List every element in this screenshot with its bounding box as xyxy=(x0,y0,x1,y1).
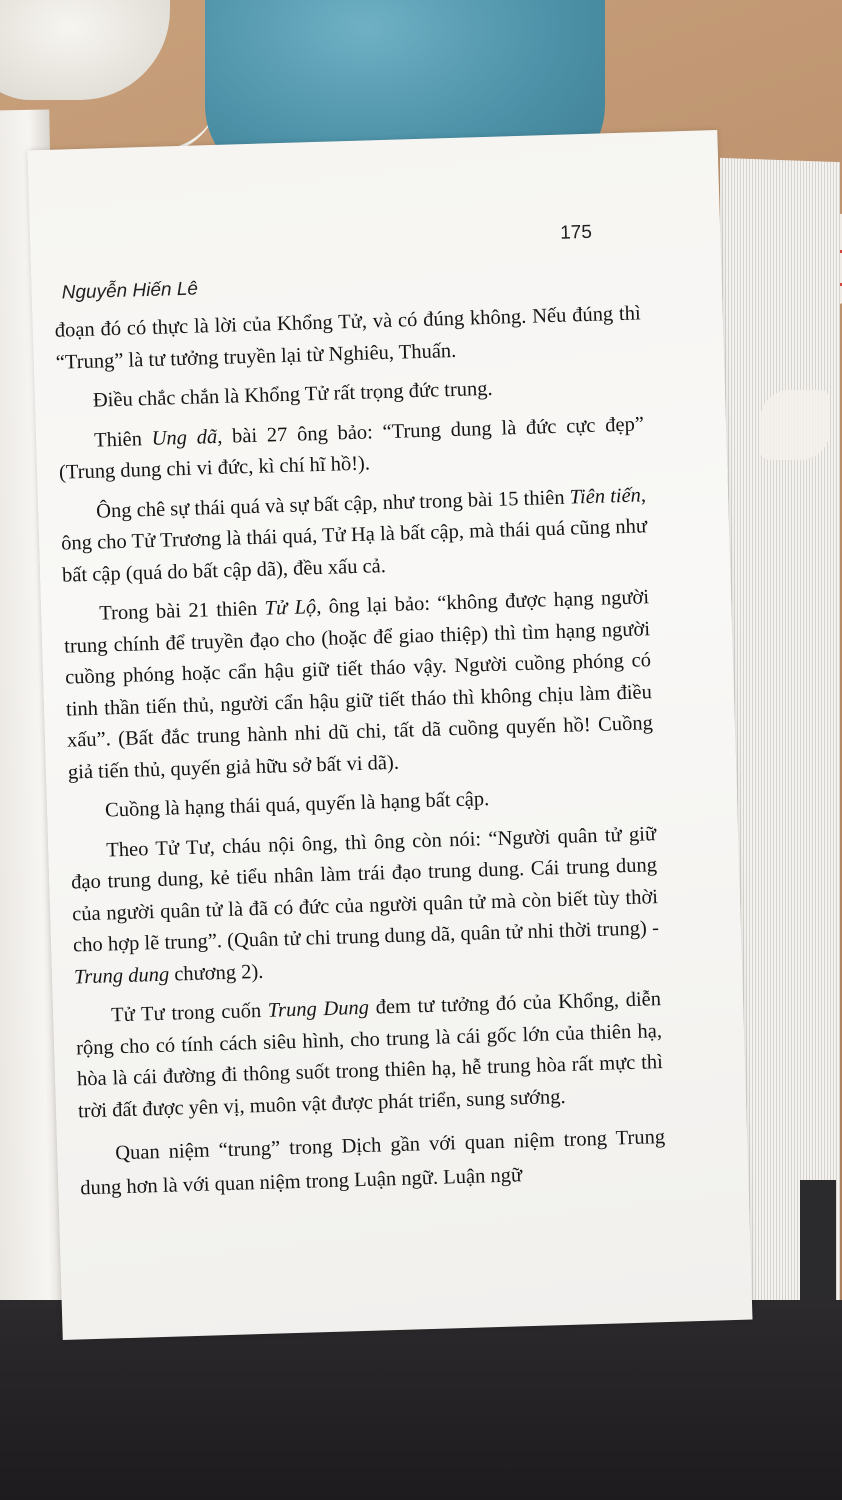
text-run: Quan niệm “trung” trong Dịch gần với quan niệm trong Trung dung hơn là với quan niệm trong Luận ngữ. Luận ngữ xyxy=(79,1126,666,1200)
text-run: chương 2). xyxy=(168,960,264,986)
paragraph xyxy=(54,298,642,378)
paragraph xyxy=(63,582,654,788)
paragraph xyxy=(79,1120,667,1205)
paragraph xyxy=(60,480,649,592)
running-header-author: Nguyễn Hiến Lê xyxy=(61,278,199,304)
text-run: Theo Tử Tư, cháu nội ông, thì ông còn nói: “Người quân tử giữ đạo trung dung, kẻ tiểu nhân làm trái đạo trung dung. Cái trung dung của người quân tử là đã có đức của người quân tử mà còn biết tùy thời cho hợp lẽ trung”. (Quân tử chi trung dung dã, quân tử nhi thời trung) - xyxy=(70,822,660,957)
book-page xyxy=(28,130,753,1340)
page-number: 175 xyxy=(559,221,593,244)
paragraph xyxy=(58,409,646,489)
paragraph xyxy=(75,984,664,1127)
text-run: Cuồng là hạng thái quá, quyến là hạng bất cập. xyxy=(104,788,490,822)
text-run: , ông cho Tử Trương là thái quá, Tử Hạ là bất cập, mà thái quá cũng như bất cập (quá do bất cập dã), đều xấu cả. xyxy=(60,483,648,587)
text-run: đoạn đó có thực là lời của Khổng Tử, và có đúng không. Nếu đúng thì “Trung” là tư tưởng truyền lại từ Nghiêu, Thuấn. xyxy=(54,302,641,374)
italic-title: Ung dã xyxy=(151,425,218,450)
text-run: , ông lại bảo: “không được hạng người trung chính để truyền đạo cho (hoặc để giao thiệp) thì tìm hạng người cuồng phóng hoặc cẩn hậu giữ tiết tháo vậy. Người cuồng phóng có tinh thần tiến thủ, người cẩn hậu giữ tiết tháo thì không chịu làm điều xấu”. (Bất đắc trung hành nhi dũ chi, tất dã cuồng quyến hồ! Cuồng giả tiến thủ, quyến giả hữu sở bất vi dã). xyxy=(63,586,654,784)
text-run: Trong bài 21 thiên xyxy=(98,597,265,625)
text-run: Ông chê sự thái quá và sự bất cập, như trong bài 15 thiên xyxy=(95,486,571,523)
text-run: , bài 27 ông bảo: “Trung dung là đức cực đẹp” (Trung dung chi vi đức, kì chí hĩ hồ!). xyxy=(58,412,645,484)
italic-title: Tử Lộ xyxy=(264,596,317,620)
text-run: đem tư tưởng đó của Khổng, diễn rộng cho có tính cách siêu hình, cho trung là cái gốc lớn của thiên hạ, hòa là cái đường đi thông suốt trong thiên hạ, hễ trung hòa rất mực thì trời đất được yên vị, muôn vật được phát triển, sung sướng. xyxy=(75,988,664,1122)
italic-title: Trung Dung xyxy=(267,996,370,1022)
text-run: Điều chắc chắn là Khổng Tử rất trọng đức trung. xyxy=(92,377,493,412)
body-text xyxy=(54,298,666,1213)
italic-title: Tiên tiến xyxy=(569,483,642,509)
paragraph xyxy=(70,819,660,994)
tissue-object xyxy=(760,390,830,460)
text-run: Tử Tư trong cuốn xyxy=(110,999,269,1027)
text-run: Thiên xyxy=(93,427,152,452)
italic-title: Trung dung xyxy=(73,963,170,988)
